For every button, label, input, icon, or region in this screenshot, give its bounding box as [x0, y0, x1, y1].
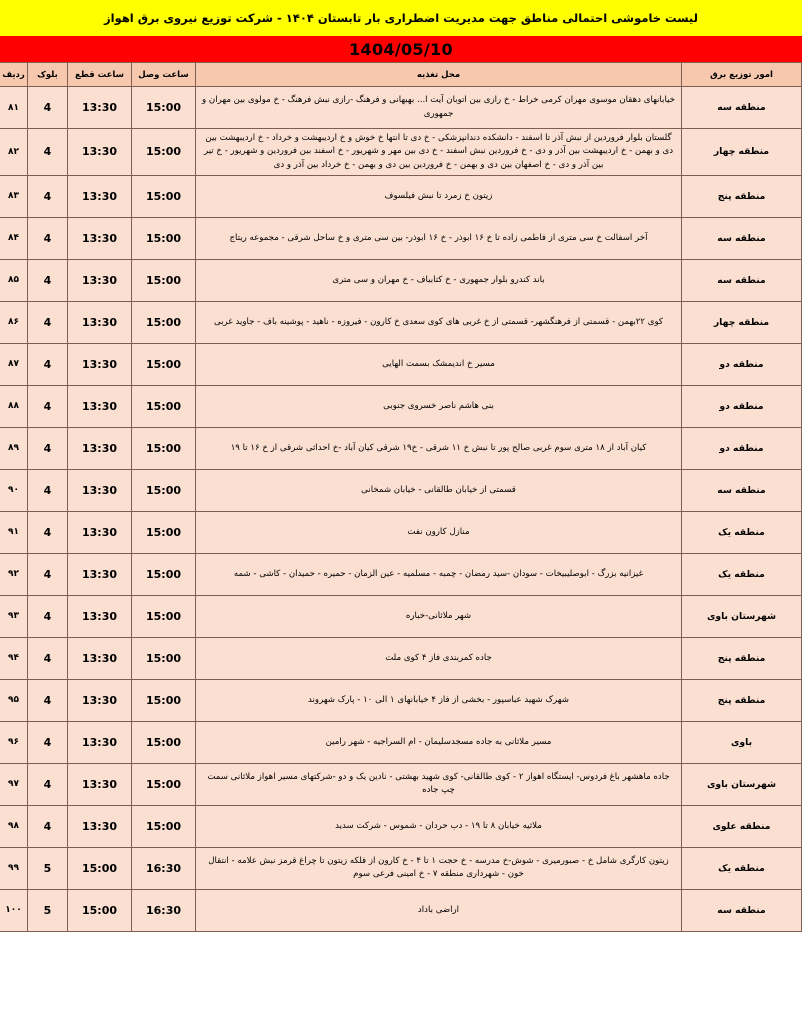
cell-saat-ghat: 15:00	[68, 889, 132, 931]
cell-mahal-taghzieh: اراضی باداد	[196, 889, 682, 931]
table-row	[0, 805, 802, 847]
cell-saat-ghat: 13:30	[68, 87, 132, 129]
title-banner	[0, 0, 802, 36]
cell-blok: 4	[28, 87, 68, 129]
cell-saat-ghat: 13:30	[68, 385, 132, 427]
cell-saat-vasl: 15:00	[132, 343, 196, 385]
cell-mahal-taghzieh: قسمتی از خیابان طالقانی - خیابان شمخانی	[196, 469, 682, 511]
cell-blok: 4	[28, 175, 68, 217]
date-banner	[0, 36, 802, 62]
cell-mahal-taghzieh: گلستان بلوار فروردین از نبش آذر تا اسفند - دانشکده دندانپزشکی - خ دی تا انتها خ خوش و خ اردیبهشت و خرداد - خ اردیبهشت بین دی و بهمن - خ اردیبهشت بین آذر و دی - خ فروردین نبش اسفند - خ دی بین مهر و شهریور - خ اسفند بین فروردین و شهریور - خ تیر بین آذر و دی - خ اصفهان بین دی و بهمن - خ فروردین بین دی و بهمن - خ خرداد بین آذر و دی	[196, 129, 682, 176]
cell-blok: 4	[28, 721, 68, 763]
cell-saat-ghat: 13:30	[68, 595, 132, 637]
cell-saat-vasl: 15:00	[132, 259, 196, 301]
cell-saat-vasl: 15:00	[132, 427, 196, 469]
cell-saat-vasl: 15:00	[132, 679, 196, 721]
cell-omur-tozi-bargh: منطقه پنج	[682, 679, 802, 721]
cell-saat-ghat: 13:30	[68, 469, 132, 511]
cell-mahal-taghzieh: زیتون کارگری شامل خ - صبورمیری - شوش-خ مدرسه - خ حجت ۱ تا ۴ - خ کارون از فلکه زیتون تا چراغ قرمز نبش علامه - انتقال خون - شهرداری منطقه ۷ - خ امینی فرعی سوم	[196, 847, 682, 889]
cell-mahal-taghzieh: ملاثیه خیابان ۸ تا ۱۹ - دب حردان - شموس - شرکت سدید	[196, 805, 682, 847]
cell-saat-vasl: 15:00	[132, 469, 196, 511]
cell-mahal-taghzieh: مسیر ملاثانی به جاده مسجدسلیمان - ام السراجیه - شهر رامین	[196, 721, 682, 763]
cell-radif: ۹۱	[0, 511, 28, 553]
cell-blok: 4	[28, 343, 68, 385]
cell-saat-vasl: 16:30	[132, 889, 196, 931]
cell-saat-vasl: 15:00	[132, 301, 196, 343]
cell-blok: 4	[28, 511, 68, 553]
cell-radif: ۹۵	[0, 679, 28, 721]
cell-radif: ۸۶	[0, 301, 28, 343]
cell-radif: ۸۱	[0, 87, 28, 129]
cell-saat-vasl: 15:00	[132, 805, 196, 847]
column-header-omur: امور توزیع برق	[682, 63, 802, 87]
cell-blok: 5	[28, 847, 68, 889]
cell-omur-tozi-bargh: منطقه یک	[682, 553, 802, 595]
table-row	[0, 679, 802, 721]
cell-saat-ghat: 13:30	[68, 427, 132, 469]
page-title: لیست خاموشی احتمالی مناطق جهت مدیریت اضطراری بار تابستان ۱۴۰۴ - شرکت توزیع نیروی برق اهواز	[104, 11, 698, 25]
cell-saat-ghat: 15:00	[68, 847, 132, 889]
cell-blok: 4	[28, 553, 68, 595]
cell-radif: ۹۳	[0, 595, 28, 637]
cell-blok: 5	[28, 889, 68, 931]
cell-radif: ۸۴	[0, 217, 28, 259]
cell-saat-ghat: 13:30	[68, 679, 132, 721]
cell-saat-ghat: 13:30	[68, 721, 132, 763]
cell-saat-vasl: 15:00	[132, 385, 196, 427]
cell-saat-vasl: 15:00	[132, 217, 196, 259]
cell-blok: 4	[28, 129, 68, 176]
cell-radif: ۹۴	[0, 637, 28, 679]
cell-saat-ghat: 13:30	[68, 259, 132, 301]
cell-saat-vasl: 15:00	[132, 511, 196, 553]
cell-mahal-taghzieh: بنی هاشم ناصر خسروی جنوبی	[196, 385, 682, 427]
cell-omur-tozi-bargh: منطقه دو	[682, 427, 802, 469]
cell-radif: ۹۶	[0, 721, 28, 763]
table-row	[0, 259, 802, 301]
column-header-saat-vasl: ساعت وصل	[132, 63, 196, 87]
cell-radif: ۹۲	[0, 553, 28, 595]
cell-mahal-taghzieh: خیابانهای دهقان موسوی مهران کرمی خراط - خ رازی بین اتوبان آیت ا... بهبهانی و فرهنگ -رازی نبش فرهنگ - خ مولوی بین مهران و جمهوری	[196, 87, 682, 129]
table-row	[0, 427, 802, 469]
cell-blok: 4	[28, 427, 68, 469]
cell-mahal-taghzieh: باند کندرو بلوار جمهوری - خ کتابباف - خ مهران و سی متری	[196, 259, 682, 301]
cell-mahal-taghzieh: غیزانیه بزرگ - ابوصلیبیخات - سودان -سید رمضان - چمبه - مسلمیه - عین الزمان - حمیره - حمیدان - کاشی - شمه	[196, 553, 682, 595]
column-header-saat-ghat: ساعت قطع	[68, 63, 132, 87]
header-row	[0, 63, 802, 87]
cell-mahal-taghzieh: کوی ۲۲بهمن - قسمتی از فرهنگشهر- قسمتی از خ غربی های کوی سعدی خ کارون - فیروزه - ناهید - پوشینه باف - جاوید غربی	[196, 301, 682, 343]
cell-saat-ghat: 13:30	[68, 175, 132, 217]
cell-omur-tozi-bargh: منطقه سه	[682, 889, 802, 931]
cell-omur-tozi-bargh: منطقه سه	[682, 217, 802, 259]
cell-saat-vasl: 15:00	[132, 175, 196, 217]
cell-mahal-taghzieh: جاده ماهشهر باغ فردوس- ایستگاه اهواز ۲ - کوی طالقانی- کوی شهید بهشتی - نادین یک و دو -شرکتهای مسیر اهواز ملاثانی سمت چپ جاده	[196, 763, 682, 805]
cell-mahal-taghzieh: مسیر خ اندیمشک بسمت الهایی	[196, 343, 682, 385]
cell-blok: 4	[28, 259, 68, 301]
cell-omur-tozi-bargh: منطقه چهار	[682, 129, 802, 176]
cell-omur-tozi-bargh: منطقه علوی	[682, 805, 802, 847]
table-row	[0, 87, 802, 129]
cell-radif: ۸۸	[0, 385, 28, 427]
cell-omur-tozi-bargh: منطقه پنج	[682, 175, 802, 217]
cell-omur-tozi-bargh: شهرستان باوی	[682, 763, 802, 805]
cell-saat-vasl: 15:00	[132, 637, 196, 679]
cell-radif: ۹۹	[0, 847, 28, 889]
cell-saat-vasl: 15:00	[132, 553, 196, 595]
cell-blok: 4	[28, 385, 68, 427]
table-body	[0, 87, 802, 932]
table-row	[0, 469, 802, 511]
cell-radif: ۸۲	[0, 129, 28, 176]
cell-blok: 4	[28, 763, 68, 805]
table-header	[0, 63, 802, 87]
cell-omur-tozi-bargh: منطقه چهار	[682, 301, 802, 343]
cell-blok: 4	[28, 637, 68, 679]
table-row	[0, 763, 802, 805]
column-header-radif: ردیف	[0, 63, 28, 87]
cell-mahal-taghzieh: زیتون خ زمرد تا نبش فیلسوف	[196, 175, 682, 217]
column-header-blok: بلوک	[28, 63, 68, 87]
cell-blok: 4	[28, 805, 68, 847]
cell-saat-ghat: 13:30	[68, 301, 132, 343]
cell-saat-ghat: 13:30	[68, 553, 132, 595]
cell-saat-ghat: 13:30	[68, 129, 132, 176]
cell-omur-tozi-bargh: منطقه یک	[682, 511, 802, 553]
cell-saat-ghat: 13:30	[68, 217, 132, 259]
cell-saat-vasl: 15:00	[132, 87, 196, 129]
table-row	[0, 385, 802, 427]
cell-blok: 4	[28, 679, 68, 721]
cell-radif: ۱۰۰	[0, 889, 28, 931]
cell-omur-tozi-bargh: منطقه سه	[682, 469, 802, 511]
cell-blok: 4	[28, 469, 68, 511]
outage-table	[0, 62, 802, 932]
table-row	[0, 301, 802, 343]
cell-saat-ghat: 13:30	[68, 805, 132, 847]
cell-mahal-taghzieh: شهر ملاثانی-خباره	[196, 595, 682, 637]
cell-radif: ۹۷	[0, 763, 28, 805]
table-row	[0, 217, 802, 259]
cell-saat-vasl: 15:00	[132, 595, 196, 637]
cell-saat-vasl: 15:00	[132, 763, 196, 805]
cell-omur-tozi-bargh: منطقه سه	[682, 259, 802, 301]
cell-mahal-taghzieh: آخر اسفالت خ سی متری از فاطمی زاده تا خ ۱۶ ابوذر - خ ۱۶ ابوذر- بین سی متری و خ ساحل شرقی - مجموعه ریتاج	[196, 217, 682, 259]
cell-saat-ghat: 13:30	[68, 511, 132, 553]
table-row	[0, 595, 802, 637]
cell-saat-vasl: 16:30	[132, 847, 196, 889]
cell-saat-ghat: 13:30	[68, 343, 132, 385]
table-row	[0, 129, 802, 176]
cell-omur-tozi-bargh: منطقه پنج	[682, 637, 802, 679]
column-header-mahal: محل تغذیه	[196, 63, 682, 87]
table-row	[0, 553, 802, 595]
cell-mahal-taghzieh: شهرک شهید عباسپور - بخشی از فاز ۴ خیابانهای ۱ الی ۱۰ - پارک شهروند	[196, 679, 682, 721]
cell-mahal-taghzieh: کیان آباد از ۱۸ متری سوم غربی صالح پور تا نبش خ ۱۱ شرقی - خ۱۹ شرقی کیان آباد -خ احداثی شرقی از خ ۱۶ تا ۱۹	[196, 427, 682, 469]
cell-saat-ghat: 13:30	[68, 763, 132, 805]
table-row	[0, 511, 802, 553]
table-row	[0, 343, 802, 385]
cell-saat-vasl: 15:00	[132, 721, 196, 763]
cell-radif: ۸۷	[0, 343, 28, 385]
cell-blok: 4	[28, 301, 68, 343]
cell-radif: ۸۳	[0, 175, 28, 217]
cell-radif: ۹۰	[0, 469, 28, 511]
cell-omur-tozi-bargh: منطقه دو	[682, 343, 802, 385]
cell-omur-tozi-bargh: منطقه دو	[682, 385, 802, 427]
schedule-date: 1404/05/10	[349, 39, 453, 59]
cell-saat-ghat: 13:30	[68, 637, 132, 679]
table-row	[0, 175, 802, 217]
cell-omur-tozi-bargh: شهرستان باوی	[682, 595, 802, 637]
table-row	[0, 721, 802, 763]
cell-radif: ۸۹	[0, 427, 28, 469]
cell-radif: ۹۸	[0, 805, 28, 847]
table-row	[0, 847, 802, 889]
cell-omur-tozi-bargh: منطقه یک	[682, 847, 802, 889]
table-row	[0, 637, 802, 679]
table-row	[0, 889, 802, 931]
cell-omur-tozi-bargh: منطقه سه	[682, 87, 802, 129]
cell-saat-vasl: 15:00	[132, 129, 196, 176]
cell-omur-tozi-bargh: باوی	[682, 721, 802, 763]
cell-blok: 4	[28, 217, 68, 259]
cell-radif: ۸۵	[0, 259, 28, 301]
cell-mahal-taghzieh: جاده کمربندی فاز ۴ کوی ملت	[196, 637, 682, 679]
cell-blok: 4	[28, 595, 68, 637]
cell-mahal-taghzieh: منازل کارون نفت	[196, 511, 682, 553]
